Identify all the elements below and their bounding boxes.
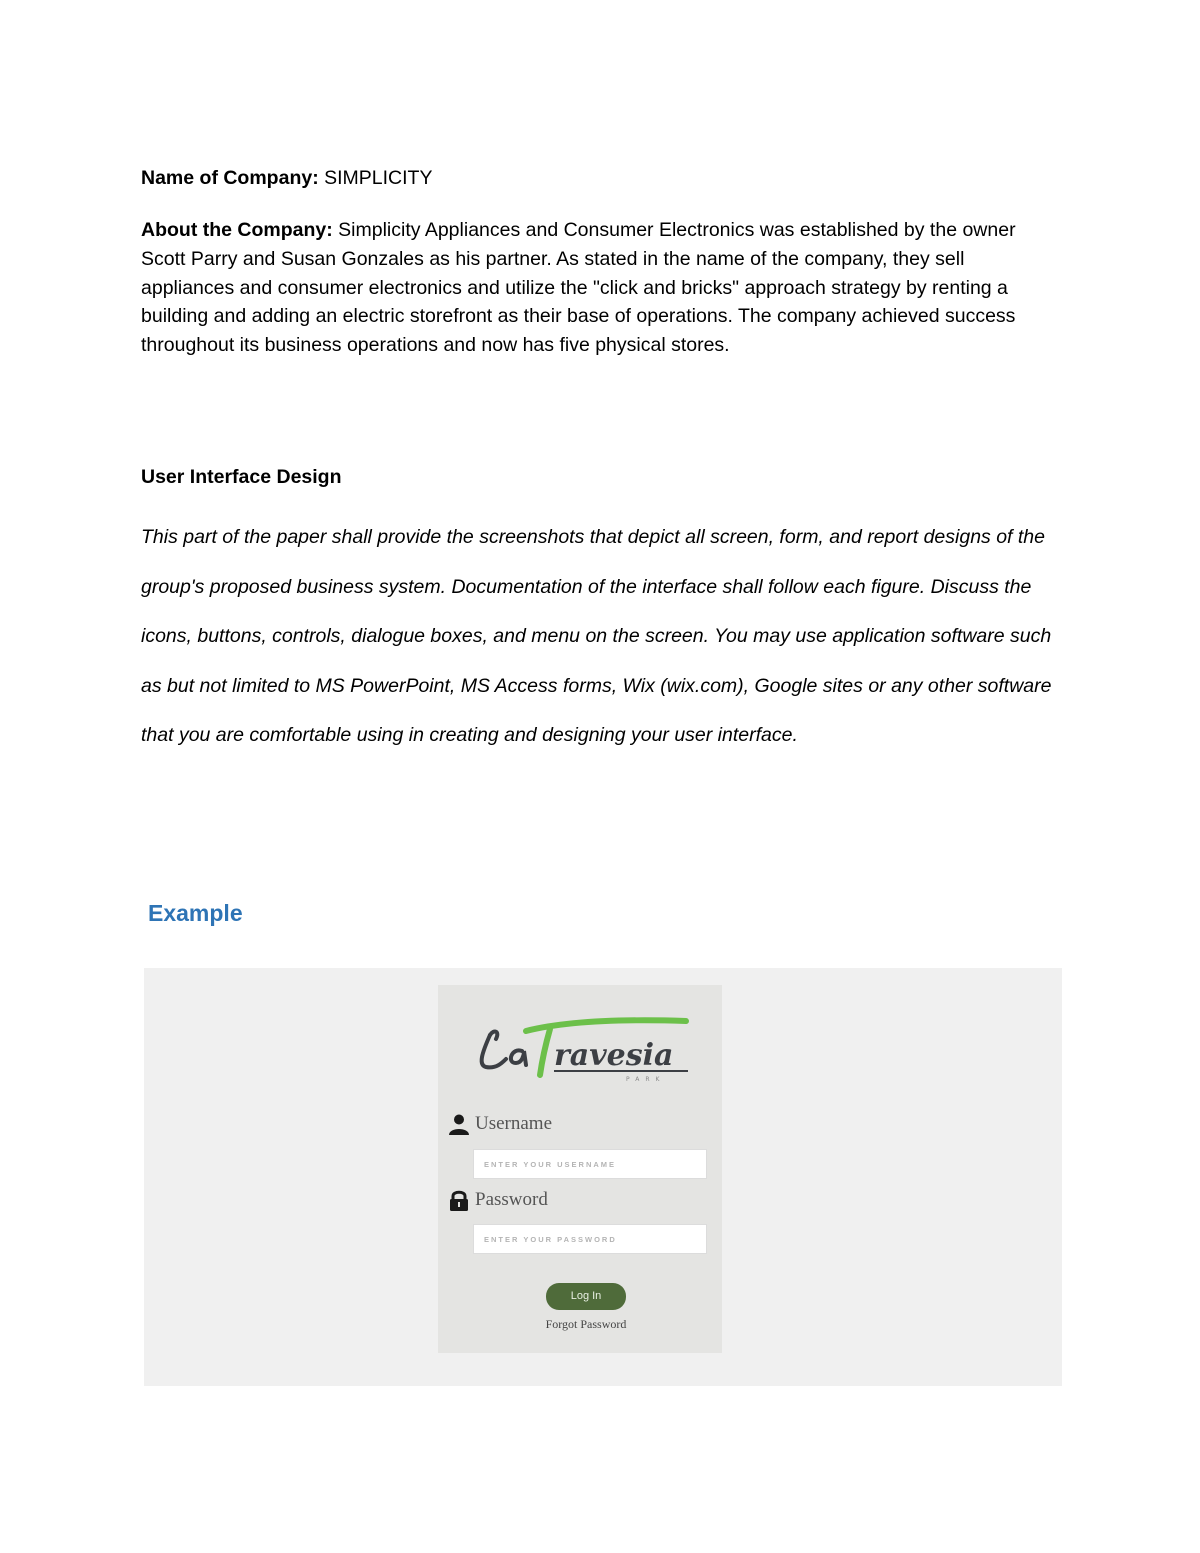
login-button[interactable]: Log In [546,1283,626,1310]
about-company-paragraph [141,216,1061,360]
logo-sub: PARK [626,1076,666,1083]
about-company-text: Simplicity Appliances and Consumer Electronics was established by the owner Scott Parry and Susan Gonzales as his partner. As stated in the name of the company, they sell appliances and consumer electronics and utilize the "click and bricks" approach strategy by renting a building and adding an electric storefront as their base of operations. The company achieved success throughout its business operations and now has five physical stores. [141,219,1016,357]
logo-wordmark: ravesia [554,1038,674,1073]
about-company-label: About the Company: [141,219,333,241]
uid-heading [141,463,1061,492]
password-input[interactable] [473,1224,707,1254]
username-input[interactable] [473,1149,707,1179]
example-figure [144,968,1062,1386]
company-name-line [141,164,1061,193]
uid-heading-text: User Interface Design [141,466,342,488]
user-icon [448,1113,470,1135]
forgot-password-link[interactable]: Forgot Password [545,1317,627,1331]
example-heading: Example [148,900,243,926]
password-label [448,1189,548,1211]
lock-icon [448,1189,470,1211]
password-label-text: Password [475,1189,548,1210]
username-label-text: Username [475,1113,553,1134]
company-name-value: SIMPLICITY [318,167,433,189]
login-card [438,985,722,1353]
la-travesia-logo [476,1013,696,1083]
uid-instructions: This part of the paper shall provide the screenshots that depict all screen, form, and report designs of the group's proposed business system. Documentation of the interface shall follow each figure. Discuss the icons, buttons, controls, dialogue boxes, and menu on the screen. You may use application software such as but not limited to MS PowerPoint, MS Access forms, Wix (wix.com), Google sites or any other software that you are comfortable using in creating and designing your user interface. [141,526,1052,747]
company-name-label: Name of Company: [141,167,319,189]
username-label [448,1113,552,1135]
logo-graphic [476,1013,696,1083]
